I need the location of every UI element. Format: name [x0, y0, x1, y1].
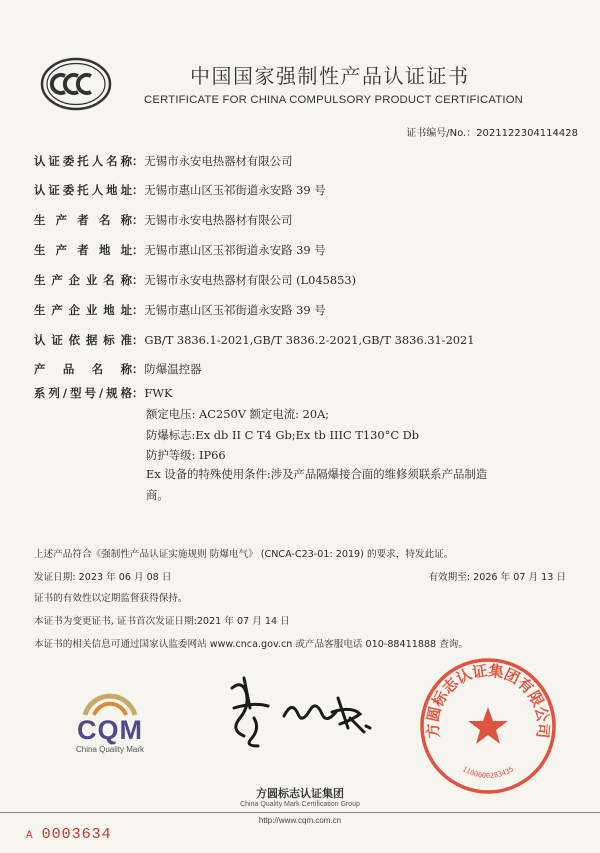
official-seal — [417, 655, 559, 797]
info-note: 本证书的相关信息可通过国家认监委网站 www.cnca.gov.cn 或产品客服电话 010-88411888 查询。 — [34, 639, 468, 650]
field-value: 防爆温控器 — [144, 362, 202, 376]
issuer-name-cn: 方圆标志认证集团 — [256, 787, 344, 800]
field-value: 无锡市惠山区玉祁街道永安路 39 号 — [144, 303, 326, 317]
field-value: 无锡市惠山区玉祁街道永安路 39 号 — [144, 183, 326, 197]
serial-value: 0003634 — [41, 826, 112, 843]
change-note: 本证书为变更证书, 证书首次发证日期:2021 年 07 月 14 日 — [34, 616, 290, 627]
cqm-logo-subtitle: China Quality Mark — [75, 745, 145, 754]
ccc-logo-icon — [40, 57, 112, 111]
spec-special-conditions-cont: 商。 — [146, 488, 169, 502]
field-product-name: 产品名称：防爆温控器 — [34, 362, 202, 376]
cqm-logo-text: CQM — [77, 715, 143, 745]
footer-divider — [0, 812, 600, 813]
field-value: 无锡市永安电热器材有限公司 — [144, 213, 293, 227]
issue-date: 发证日期: 2023 年 06 月 08 日 — [34, 572, 172, 583]
spec-special-conditions: Ex 设备的特殊使用条件:涉及产品隔爆接合面的维修须联系产品制造 — [146, 467, 488, 481]
field-model: 系列/型号/规格：FWK — [34, 386, 173, 400]
field-label: 产品名称 — [34, 362, 132, 376]
field-value: GB/T 3836.1-2021,GB/T 3836.2-2021,GB/T 3836.31-2021 — [144, 333, 475, 347]
certificate-title-en: CERTIFICATE FOR CHINA COMPULSORY PRODUCT CERTIFICATION — [144, 94, 524, 106]
seal-text: 方圆标志认证集团有限公司 — [423, 661, 553, 739]
field-value: 无锡市永安电热器材有限公司 (L045853) — [144, 273, 357, 287]
seal-star-icon — [468, 707, 508, 744]
spec-ip-rating: 防护等级: IP66 — [146, 448, 226, 462]
issuer-name-en: China Quality Mark Certification Group — [240, 801, 360, 808]
cqm-arc-icon — [80, 685, 140, 717]
field-applicant-name: 认证委托人名称：无锡市永安电热器材有限公司 — [34, 154, 293, 168]
field-factory-name: 生产企业名称：无锡市永安电热器材有限公司 (L045853) — [34, 273, 357, 287]
spec-ex-marking: 防爆标志:Ex db II C T4 Gb;Ex tb IIIC T130°C Db — [146, 428, 420, 442]
field-factory-address: 生产企业地址：无锡市惠山区玉祁街道永安路 39 号 — [34, 303, 326, 317]
field-label: 生产企业名称 — [34, 273, 132, 287]
spec-rating: 额定电压: AC250V 额定电流: 20A; — [146, 407, 330, 421]
validity-note: 证书的有效性以定期监督获得保持。 — [34, 593, 188, 604]
field-manufacturer-address: 生产者地址：无锡市惠山区玉祁街道永安路 39 号 — [34, 243, 326, 257]
expiry-date: 有效期至: 2026 年 07 月 13 日 — [428, 572, 566, 583]
field-value: 无锡市永安电热器材有限公司 — [144, 154, 293, 168]
compliance-statement: 上述产品符合《强制性产品认证实施规则 防爆电气》 (CNCA-C23-01: 2019) 的要求，特发此证。 — [34, 549, 454, 560]
field-label: 生产者名称 — [34, 213, 132, 227]
certificate-title-cn: 中国国家强制性产品认证证书 — [190, 64, 470, 88]
issuer-url: http://www.cqm.com.cn — [258, 816, 342, 825]
field-value: 无锡市惠山区玉祁街道永安路 39 号 — [144, 243, 326, 257]
field-label: 认证委托人名称 — [34, 154, 132, 168]
field-manufacturer-name: 生产者名称：无锡市永安电热器材有限公司 — [34, 213, 293, 227]
field-label: 认证委托人地址 — [34, 183, 132, 197]
field-label: 生产企业地址 — [34, 303, 132, 317]
field-label: 认证依据标准 — [34, 333, 132, 347]
field-value: FWK — [144, 386, 173, 400]
field-label: 系列/型号/规格 — [34, 386, 132, 400]
field-label: 生产者地址 — [34, 243, 132, 257]
seal-number: 1100000283435 — [460, 765, 516, 781]
field-standards: 认证依据标准：GB/T 3836.1-2021,GB/T 3836.2-2021,GB/T 3836.31-2021 — [34, 333, 475, 347]
serial-number — [26, 826, 112, 843]
field-applicant-address: 认证委托人地址：无锡市惠山区玉祁街道永安路 39 号 — [34, 183, 326, 197]
serial-prefix: A — [26, 830, 34, 842]
certificate-number: 证书编号/No.：2021122304114428 — [406, 128, 578, 139]
cqm-logo — [50, 685, 170, 755]
signature — [214, 668, 384, 748]
